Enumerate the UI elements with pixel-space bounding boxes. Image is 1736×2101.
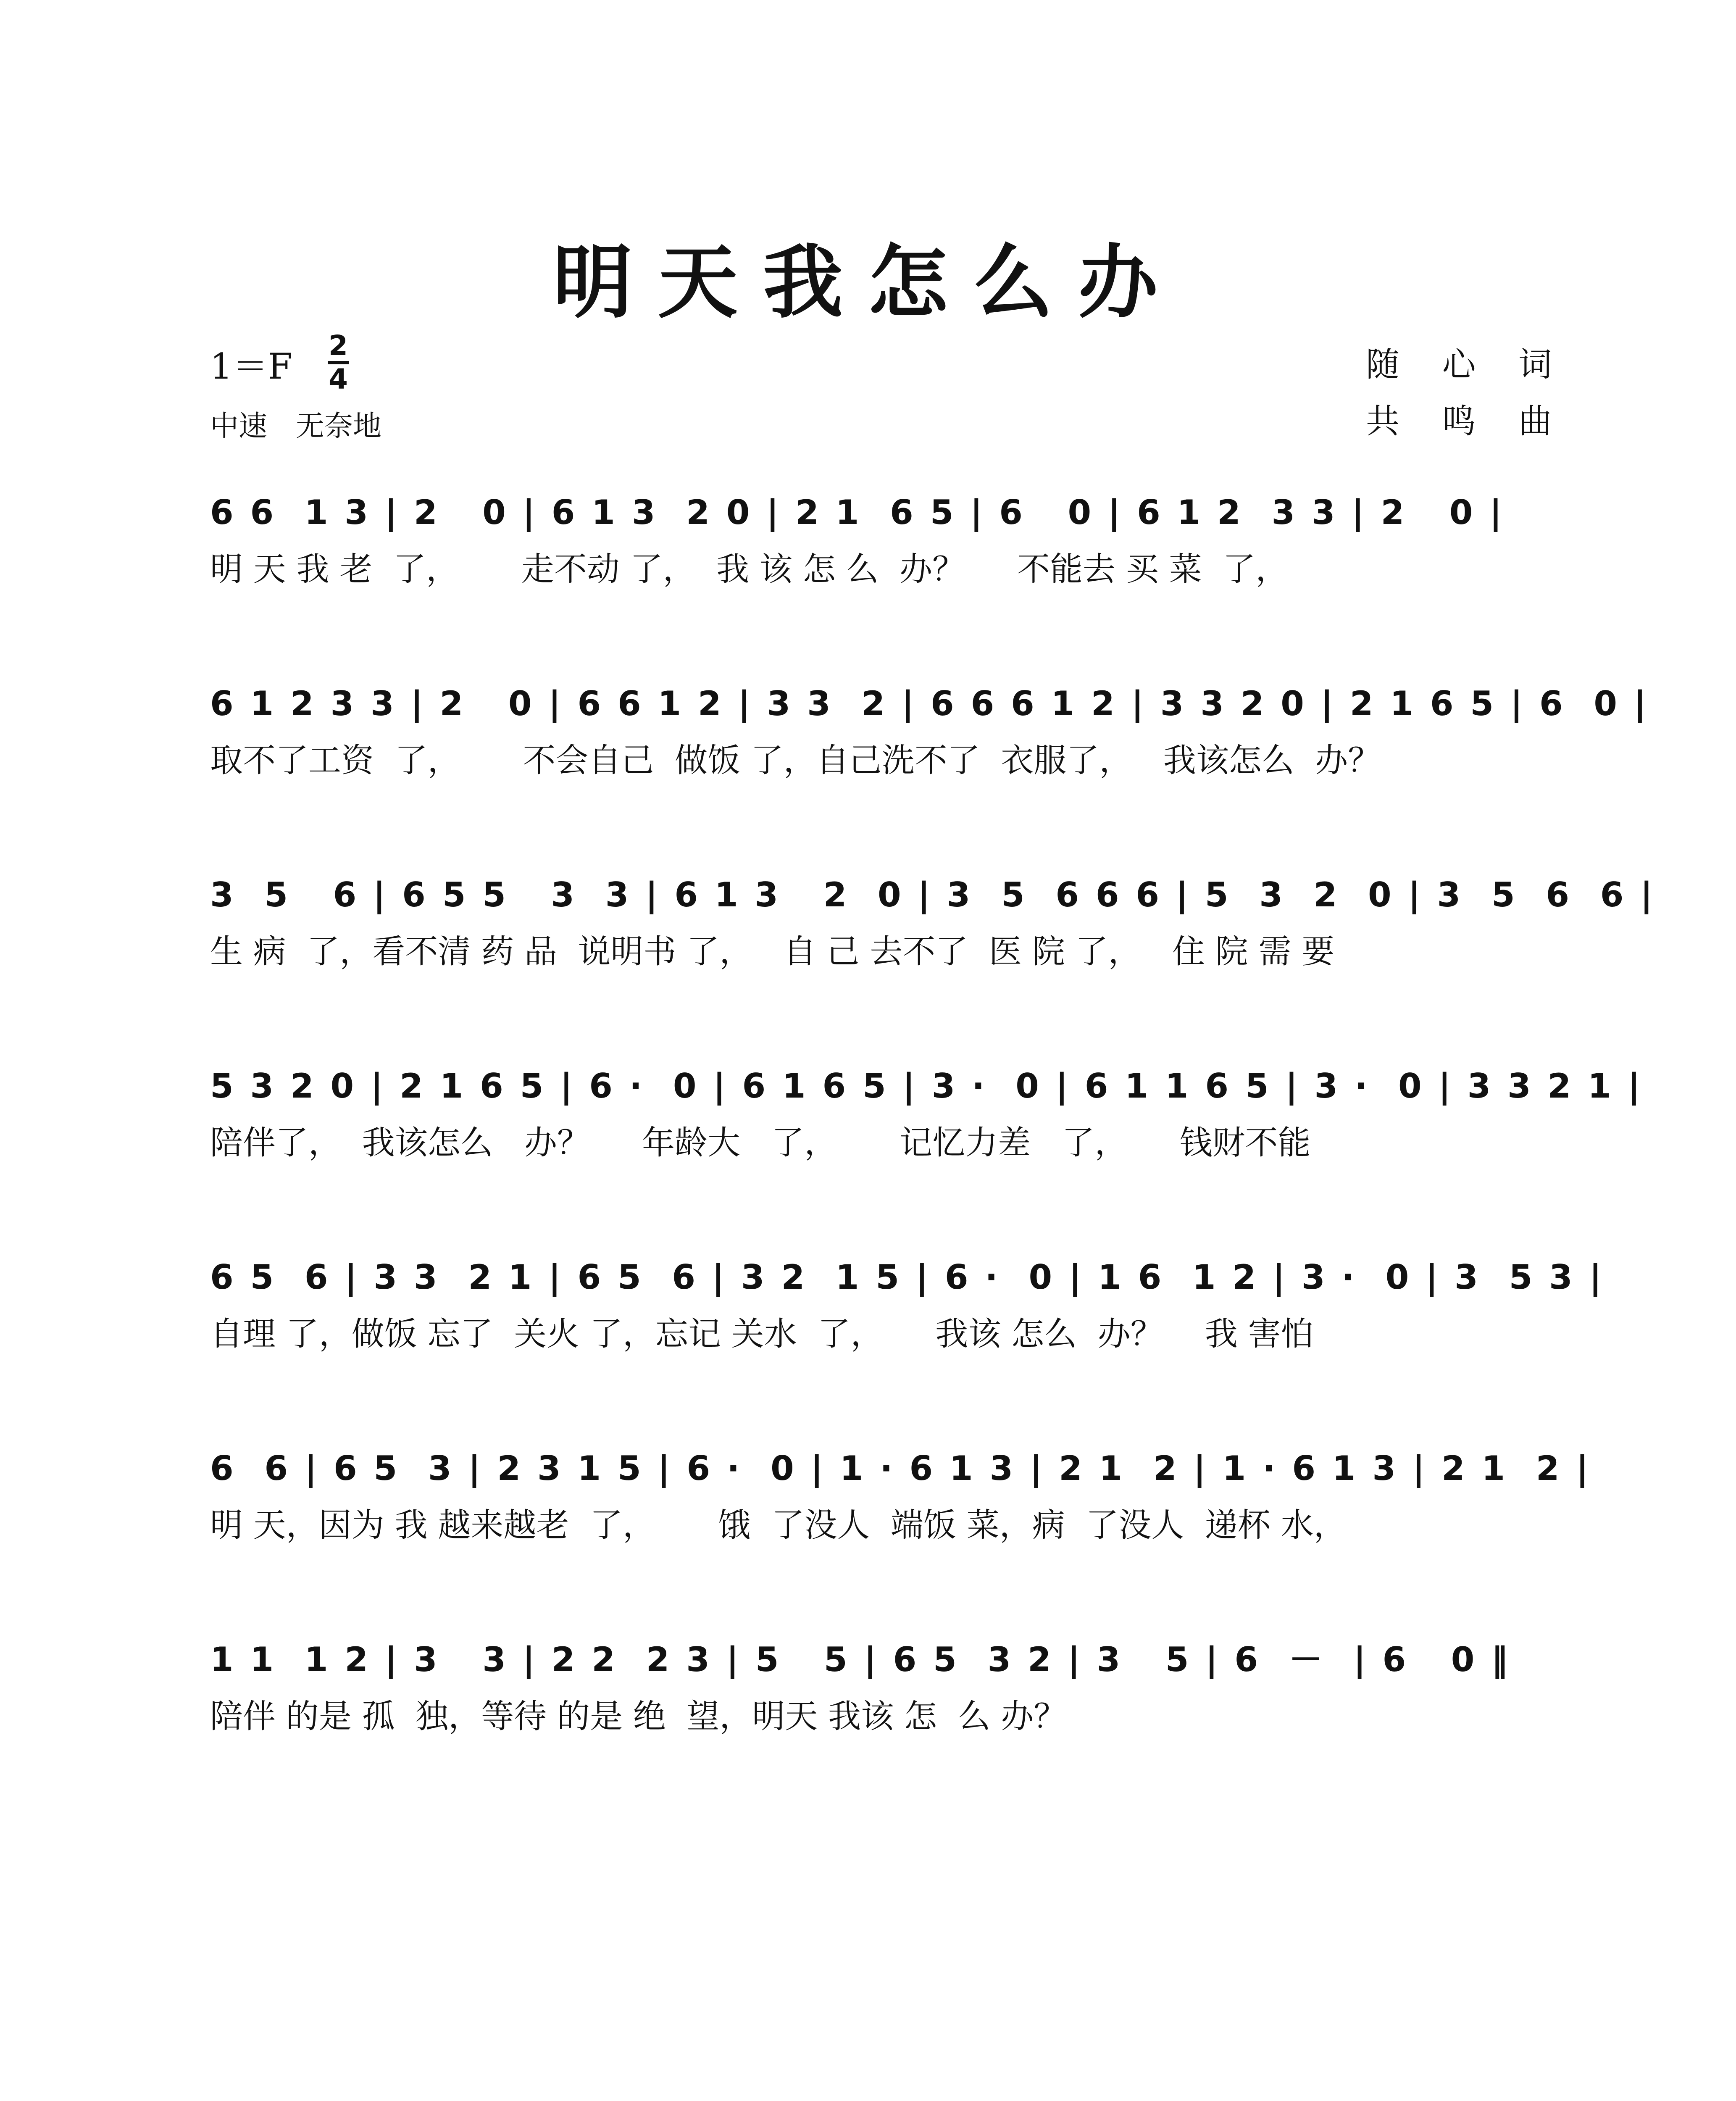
credits bbox=[1366, 336, 1568, 450]
lyrics-line: 自理 了，做饭 忘了 关火 了，忘记 关水 了， 我该 怎么 办？ 我 害怕 bbox=[210, 1315, 1314, 1353]
time-signature bbox=[328, 329, 349, 395]
lyrics-line: 明 天 我 老 了， 走不动 了， 我 该 怎 么 办？ 不能去 买 菜 了， bbox=[210, 550, 1289, 588]
key-signature: 1＝F bbox=[210, 346, 292, 387]
notation-line: 1 1 1 2 | 3 3 | 2 2 2 3 | 5 5 | 6 5 3 2 | 3 5 | 6 － | 6 0 ‖ bbox=[210, 1640, 1511, 1679]
composer: 共 鸣 曲 bbox=[1366, 402, 1568, 441]
lyrics-line: 陪伴 的是 孤 独，等待 的是 绝 望，明天 我该 怎 么 办？ bbox=[210, 1698, 1067, 1735]
lyricist: 随 心 词 bbox=[1366, 345, 1568, 384]
notation-line: 6 1 2 3 3 | 2 0 | 6 6 1 2 | 3 3 2 | 6 6 6 1 2 | 3 3 2 0 | 2 1 6 5 | 6 0 | bbox=[210, 684, 1649, 723]
lyrics-line: 明 天，因为 我 越来越老 了， 饿 了没人 端饭 菜，病 了没人 递杯 水， bbox=[210, 1506, 1347, 1544]
score-system-2 bbox=[210, 674, 1649, 834]
notation-line: 3 5 6 | 6 5 5 3 3 | 6 1 3 2 0 | 3 5 6 6 6 | 5 3 2 0 | 3 5 6 6 | bbox=[210, 875, 1655, 914]
score-system-3 bbox=[210, 866, 1655, 1025]
song-title: 明天我怎么办 bbox=[552, 235, 1183, 329]
notation-line: 6 6 1 3 | 2 0 | 6 1 3 2 0 | 2 1 6 5 | 6 0 | 6 1 2 3 3 | 2 0 | bbox=[210, 493, 1505, 532]
score-system-4 bbox=[210, 1057, 1643, 1216]
score-system-6 bbox=[210, 1439, 1591, 1599]
lyrics-line: 陪伴了， 我该怎么 办？ 年龄大 了， 记忆力差 了， 钱财不能 bbox=[210, 1124, 1311, 1162]
score-system-1 bbox=[210, 483, 1555, 643]
notation-line: 6 6 | 6 5 3 | 2 3 1 5 | 6 · 0 | 1 · 6 1 3 | 2 1 2 | 1 · 6 1 3 | 2 1 2 | bbox=[210, 1449, 1591, 1488]
tempo-marking: 中速 无奈地 bbox=[210, 410, 382, 443]
notation-line: 6 5 6 | 3 3 2 1 | 6 5 6 | 3 2 1 5 | 6 · 0 | 1 6 1 2 | 3 · 0 | 3 5 3 | bbox=[210, 1258, 1604, 1297]
time-signature-top: 2 bbox=[329, 329, 348, 362]
lyrics-line: 生 病 了，看不清 药 品 说明书 了， 自 己 去不了 医 院 了， 住 院 需 要 bbox=[210, 933, 1335, 971]
notation-line: 5 3 2 0 | 2 1 6 5 | 6 · 0 | 6 1 6 5 | 3 · 0 | 6 1 1 6 5 | 3 · 0 | 3 3 2 1 | bbox=[210, 1066, 1643, 1106]
lyrics-line: 取不了工资 了， 不会自己 做饭 了，自己洗不了 衣服了， 我该怎么 办？ bbox=[210, 742, 1381, 779]
score-system-7 bbox=[210, 1630, 1555, 1790]
time-signature-bottom: 4 bbox=[329, 363, 348, 395]
score-system-5 bbox=[210, 1248, 1604, 1408]
